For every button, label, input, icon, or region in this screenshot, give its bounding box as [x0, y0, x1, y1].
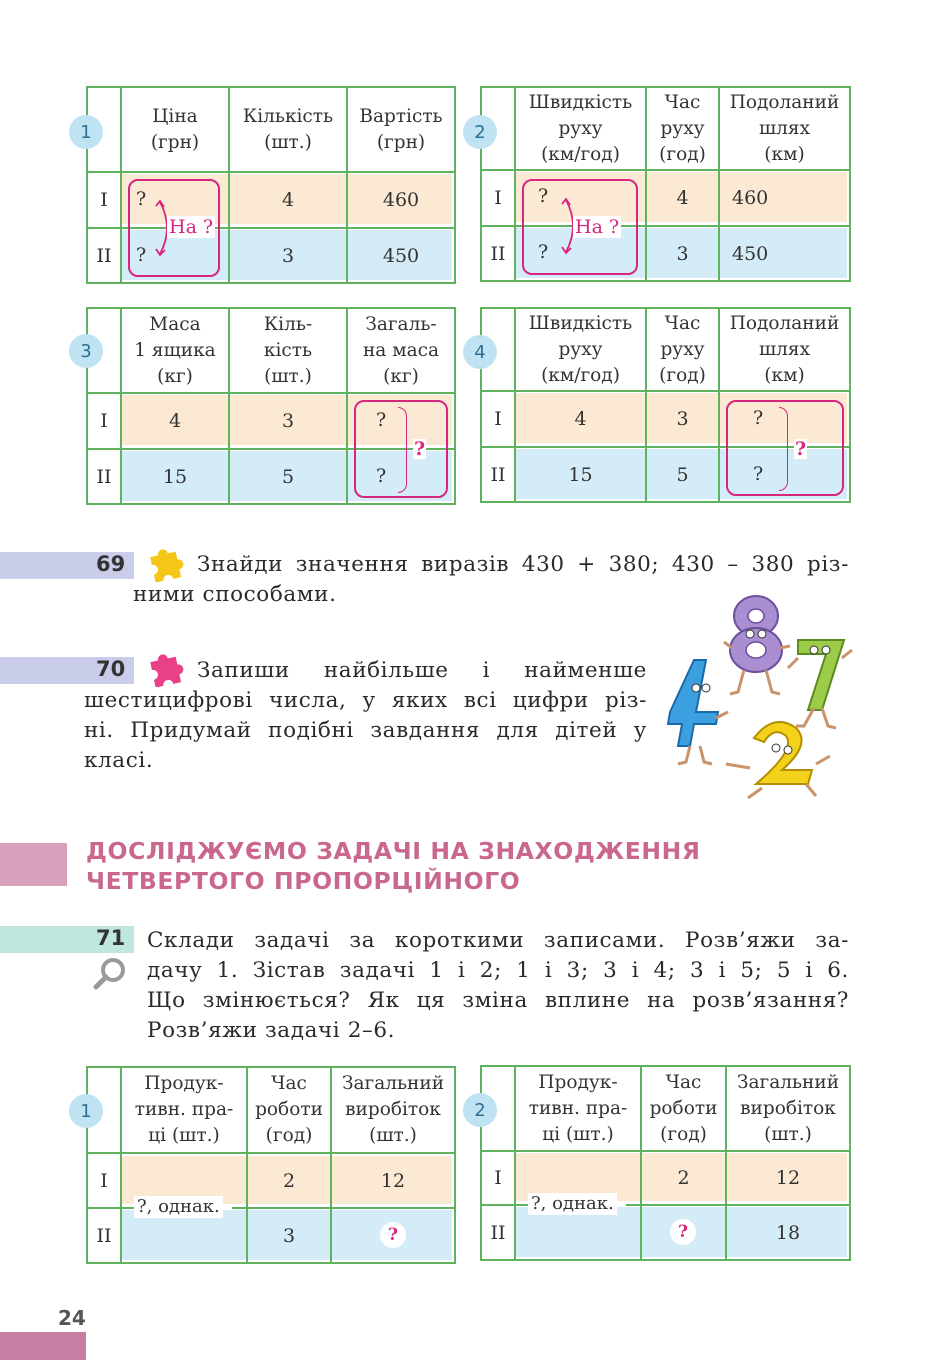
table-cell: 15	[162, 465, 188, 488]
table-number-badge: 1	[69, 115, 103, 149]
unknown-value: ?	[376, 409, 387, 431]
merged-unknown-label: ?, однак.	[134, 1196, 223, 1218]
header-distance: Подоланий шлях (км)	[729, 312, 840, 386]
table-cell: 4	[168, 410, 182, 432]
table-cell: 460	[732, 187, 769, 209]
table-number-badge: 4	[463, 335, 497, 369]
header-quantity: Кількість (шт.)	[242, 105, 334, 153]
unknown-value: ?	[136, 188, 147, 210]
difference-label: На ?	[575, 216, 620, 238]
header-work-time: Час роботи (год)	[649, 1071, 718, 1145]
row-label: II	[96, 465, 112, 488]
table-cell: 3	[281, 244, 295, 267]
header-productivity: Продук- тивн. пра- ці (шт.)	[134, 1073, 234, 1146]
unknown-value: ?	[670, 1219, 696, 1245]
row-label: II	[490, 463, 506, 486]
task-number: 70	[96, 657, 126, 681]
section-title-line1: ДОСЛІДЖУЄМО ЗАДАЧІ НА ЗНАХОДЖЕННЯ	[86, 837, 701, 865]
header-price: Ціна (грн)	[150, 105, 200, 153]
table-cell: 460	[382, 189, 420, 211]
unknown-value: ?	[753, 463, 764, 485]
row-label: II	[490, 242, 506, 265]
section-title-line2: ЧЕТВЕРТОГО ПРОПОРЦІЙНОГО	[86, 867, 521, 895]
row-label: II	[96, 244, 112, 267]
table-cell: 450	[382, 244, 420, 267]
task71-line2: дачу 1. Зістав задачі 1 і 2; 1 і 3; 3 і 4; 3 і 5; 5 і 6.	[147, 958, 849, 983]
merged-unknown-label: ?, однак.	[528, 1193, 617, 1215]
header-distance: Подоланий шлях (км)	[729, 91, 840, 165]
row-label: I	[494, 187, 502, 209]
task70-line2: шестицифрові числа, у яких всі цифри різ-	[84, 688, 647, 713]
table-cell: 4	[281, 189, 295, 211]
table-cell: 15	[568, 463, 593, 486]
sum-label: ?	[795, 438, 807, 460]
task69-line2: ними способами.	[133, 582, 337, 607]
row-label: I	[494, 408, 502, 430]
table-b2-productivity	[480, 1065, 851, 1261]
table-1-price	[86, 86, 456, 284]
task69-line1: Знайди значення виразів 430 + 380; 430 – 380 різ-	[197, 552, 849, 577]
table-cell: 450	[732, 242, 769, 265]
table-number-badge: 2	[463, 1093, 497, 1127]
header-speed: Швидкість руху (км/год)	[528, 91, 633, 165]
row-label: II	[96, 1224, 112, 1247]
footer-bar	[0, 1332, 86, 1360]
header-total-output: Загальний виробіток (шт.)	[341, 1073, 445, 1146]
header-quantity: Кіль- кість (шт.)	[263, 313, 313, 387]
unknown-value: ?	[753, 407, 764, 429]
header-total-mass: Загаль- на маса (кг)	[362, 313, 440, 387]
task-number: 69	[96, 552, 126, 576]
table-2-speed	[480, 86, 851, 282]
table-number-badge: 2	[463, 115, 497, 149]
table-cell: 12	[775, 1167, 801, 1189]
unknown-value: ?	[376, 465, 387, 487]
sum-brace	[398, 407, 407, 493]
row-label: I	[100, 189, 108, 211]
unknown-value: ?	[538, 185, 549, 207]
magnifier-icon	[93, 956, 129, 990]
header-cost: Вартість (грн)	[359, 105, 443, 153]
task71-line3: Що змінюється? Як ця зміна вплине на розв’язання?	[147, 988, 849, 1013]
table-cell: 2	[677, 1167, 690, 1189]
row-label: I	[100, 1169, 108, 1192]
yellow-puzzle-icon	[146, 546, 186, 582]
unknown-value: ?	[380, 1222, 406, 1248]
pink-puzzle-icon	[146, 651, 186, 687]
row-label: I	[100, 410, 108, 432]
table-cell: 4	[574, 408, 587, 430]
task71-line4: Розв’яжи задачі 2–6.	[147, 1018, 396, 1043]
header-box-mass: Маса 1 ящика (кг)	[134, 313, 216, 387]
page-number: 24	[58, 1306, 86, 1330]
unknown-value: ?	[136, 244, 147, 266]
task71-line1: Склади задачі за короткими записами. Розв’яжи за-	[147, 928, 849, 953]
sum-brace	[779, 407, 788, 491]
row-label: II	[490, 1221, 506, 1244]
table-cell: 5	[281, 465, 295, 488]
table-cell: 3	[676, 408, 689, 430]
header-productivity: Продук- тивн. пра- ці (шт.)	[528, 1071, 628, 1145]
header-total-output: Загальний виробіток (шт.)	[736, 1071, 840, 1145]
task70-line4: класі.	[84, 748, 154, 773]
header-speed: Швидкість руху (км/год)	[528, 312, 633, 386]
table-number-badge: 1	[69, 1094, 103, 1128]
table-number-badge: 3	[69, 334, 103, 368]
row-label: I	[494, 1167, 502, 1189]
table-cell: 18	[775, 1221, 801, 1244]
table-cell: 5	[676, 463, 689, 486]
unknown-value: ?	[538, 241, 549, 263]
task-number: 71	[96, 926, 126, 950]
header-time: Час руху (год)	[659, 312, 706, 386]
table-b1-productivity	[86, 1066, 456, 1264]
sum-label: ?	[414, 438, 426, 460]
number-characters-illustration	[666, 588, 856, 803]
header-work-time: Час роботи (год)	[255, 1073, 323, 1146]
difference-label: На ?	[169, 216, 214, 238]
table-cell: 3	[281, 410, 295, 432]
header-time: Час руху (год)	[659, 91, 706, 165]
table-cell: 2	[282, 1169, 296, 1192]
table-cell: 4	[676, 187, 689, 209]
table-cell: 3	[676, 242, 689, 265]
table-3-mass	[86, 307, 456, 505]
task70-line3: ні. Придумай подібні завдання для дітей у	[84, 718, 647, 743]
section-bar	[0, 843, 67, 886]
table-4-speed	[480, 307, 851, 503]
table-cell: 12	[380, 1169, 406, 1192]
task70-line1: Запиши найбільше і найменше	[197, 658, 647, 683]
table-cell: 3	[282, 1224, 296, 1247]
